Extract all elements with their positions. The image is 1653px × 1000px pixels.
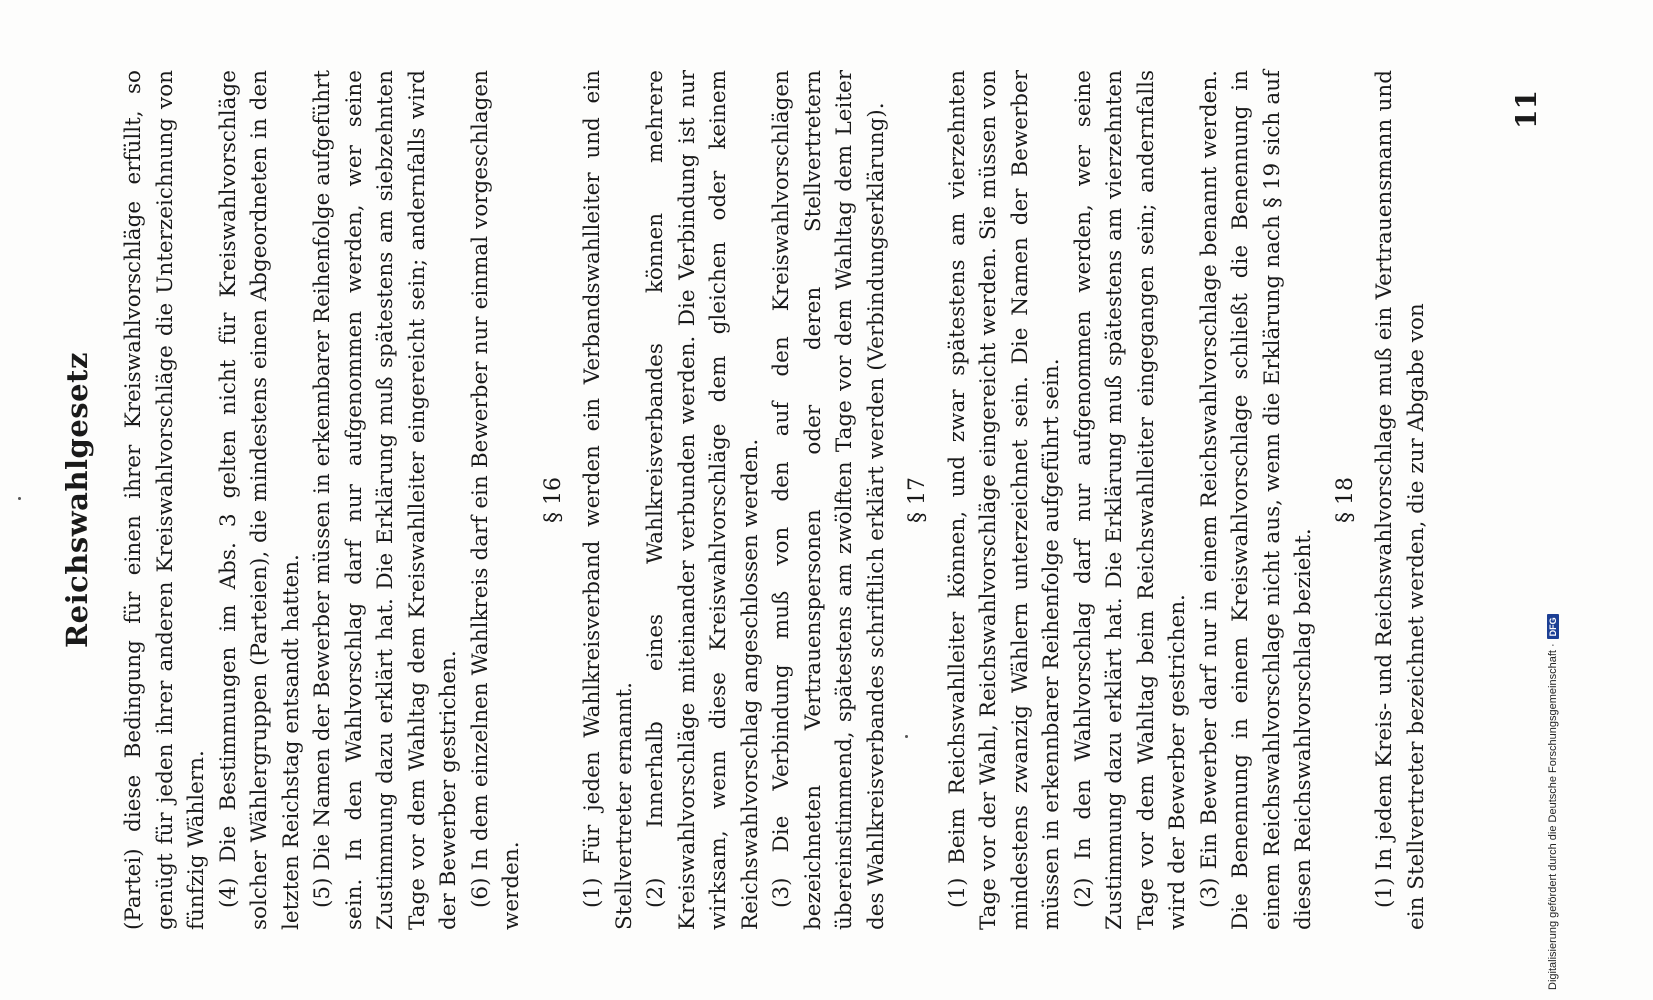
paragraph: (6) In dem einzelnen Wahlkreis darf ein Bewerber nur einmal vorgeschlagen werden.	[467, 70, 524, 930]
page-number: 11	[1510, 90, 1543, 129]
scan-speck	[18, 497, 21, 500]
paragraph: (4) Die Bestimmungen im Abs. 3 gelten nicht für Kreiswahlvorschläge solcher Wählergruppen (Parteien), die mindestens einen Abgeordneten in den letzten Reichstag entsandt hatten.	[215, 70, 304, 930]
section-heading: § 16	[540, 477, 566, 523]
paragraph: (1) In jedem Kreis- und Reichswahlvorschlage muß ein Vertrauensmann und ein Stellvertreter bezeichnet werden, die zur Abgabe von	[1372, 70, 1429, 930]
paragraph: (1) Beim Reichswahlleiter können, und zwar spätestens am vierzehnten Tage vor der Wahl, Reichswahlvorschläge eingereicht werden. Sie müssen von mindestens zwanzig Wählern unterzeichnet sein. Die Namen der Bewerber müssen in erkennbarer Reihenfolge aufgeführt sein.	[944, 70, 1064, 930]
section-heading: § 17	[905, 477, 930, 523]
paragraph: (1) Für jeden Wahlkreisverband werden ein Verbandswahlleiter und ein Stellvertreter ernannt.	[580, 70, 637, 930]
scan-speck	[905, 735, 908, 738]
section-heading: § 18	[1332, 477, 1358, 523]
credit-text: Digitalisierung gefördert durch die Deutsche Forschungsgemeinschaft ·	[1547, 643, 1559, 990]
paragraph: (5) Die Namen der Bewerber müssen in erkennbarer Reihenfolge aufgeführt sein. In den Wahlvorschlag darf nur aufgenommen werden, wer seine Zustimmung dazu erklärt hat. Die Erklärung muß spätestens am siebzehnten Tage vor dem Wahltag dem Kreiswahlleiter eingereicht sein; andernfalls wird der Bewerber gestrichen.	[310, 70, 461, 930]
paragraph: (3) Ein Bewerber darf nur in einem Reichswahlvorschlage benannt werden. Die Benennung in einem Kreiswahlvorschlage schließt die Benennung in einem Reichswahlvorschlage nicht aus, wenn die Erklärung nach § 19 sich auf diesen Reichswahlvorschlag bezieht.	[1196, 70, 1316, 930]
digitization-credit	[1547, 614, 1559, 990]
continued-paragraph: (Partei) diese Bedingung für einen ihrer Kreiswahlvorschläge erfüllt, so genügt für jeden ihrer anderen Kreiswahlvorschläge die Unterzeichnung von fünfzig Wählern.	[121, 70, 209, 930]
paragraph: (3) Die Verbindung muß von den auf den Kreiswahlvorschlägen bezeichneten Vertrauenspersonen oder deren Stellvertretern übereinstimmend, spätestens am zwölften Tage vor dem Wahltag dem Leiter des Wahlkreisverbandes schriftlich erklärt werden (Verbindungserklärung).	[769, 70, 889, 930]
paragraph: (2) In den Wahlvorschlag darf nur aufgenommen werden, wer seine Zustimmung dazu erklärt hat. Die Erklärung muß spätestens am vierzehnten Tage vor dem Wahltag beim Reichswahlleiter eingegangen sein; andernfalls wird der Bewerber gestrichen.	[1070, 70, 1190, 930]
running-head: Reichswahlgesetz	[60, 352, 94, 648]
dfg-logo: DFG	[1547, 614, 1559, 639]
paragraph: (2) Innerhalb eines Wahlkreisverbandes können mehrere Kreiswahlvorschläge miteinander verbunden werden. Die Verbindung ist nur wirksam, wenn diese Kreiswahlvorschläge dem gleichen oder keinem Reichswahlvorschlag angeschlossen werden.	[643, 70, 763, 930]
body-text	[118, 70, 1432, 930]
